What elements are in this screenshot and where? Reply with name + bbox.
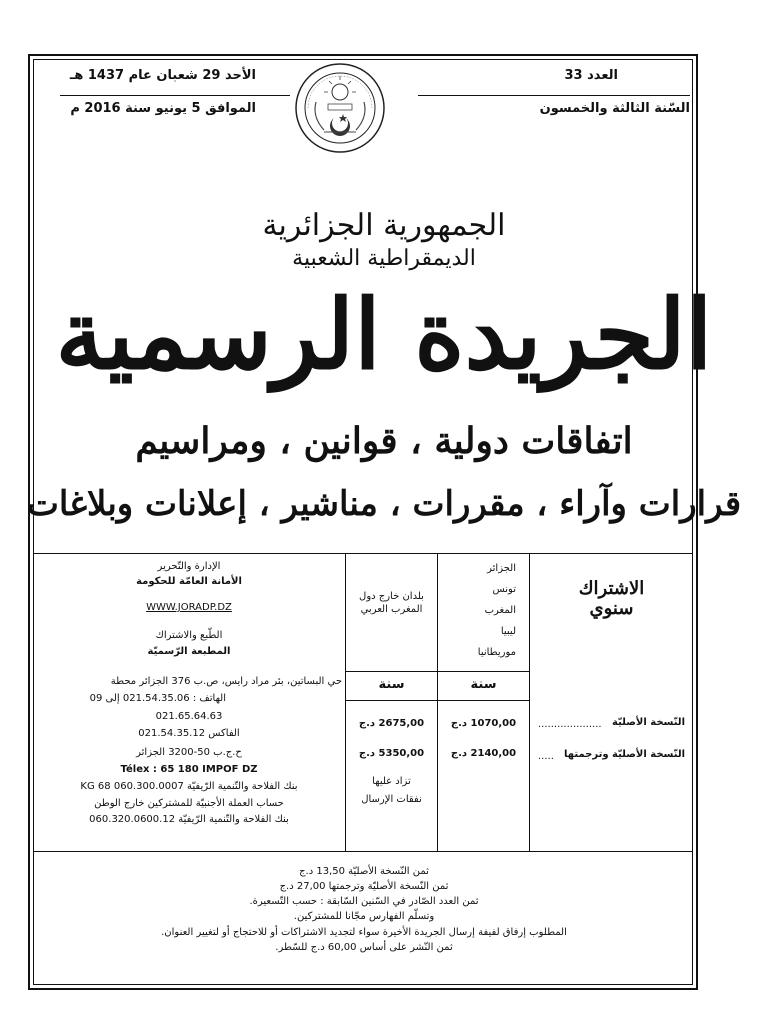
subscription-annual: سنوي	[589, 598, 634, 619]
hijri-date: الأحد 29 شعبان عام 1437 هـ	[69, 68, 256, 83]
col-year-local: سنة	[470, 677, 497, 692]
footer-line-1: ثمن النّسخة الأصليّة 13,50 د.ج	[299, 866, 429, 877]
gazette-title: الجريدة الرسمية	[55, 278, 713, 391]
subscription-heading: الاشتراك	[578, 578, 645, 599]
state-seal-emblem	[294, 62, 386, 154]
fax: الفاكس 021.54.35.12	[138, 728, 240, 739]
footer-line-3: ثمن العدد الصّادر في السّنين السّابقة : حسب التّسعيرة.	[249, 896, 479, 907]
country-libya: ليبيا	[500, 626, 516, 637]
col-year-foreign: سنة	[378, 677, 405, 692]
footer-line-4: وتسلّم الفهارس مجّانا للمشتركين.	[293, 911, 435, 922]
footer-line-2: ثمن النّسخة الأصليّة وترجمتها 27,00 د.ج	[279, 881, 449, 892]
republic-title: الجمهورية الجزائرية	[262, 208, 506, 243]
gregorian-date: الموافق 5 يونيو سنة 2016 م	[70, 101, 256, 116]
print-name: المطبعة الرّسميّة	[147, 646, 231, 657]
shipping-note-2: نفقات الإرسال	[361, 794, 422, 805]
row-divider-2	[345, 700, 529, 701]
country-tunisia: تونس	[492, 584, 516, 595]
outside-maghreb: بلدان خارج دول المغرب العربي	[359, 591, 424, 615]
header-rule-right	[418, 95, 690, 96]
phone-2: 021.65.64.63	[155, 711, 223, 722]
year-number: السّنة الثالثة والخمسون	[539, 101, 690, 116]
header-rule-left	[60, 95, 290, 96]
row1-dots: ....................	[538, 719, 602, 730]
phone: الهاتف : 021.54.35.06 إلى 09	[89, 693, 226, 704]
admin-label: الإدارة والتّحرير	[157, 561, 221, 572]
row1-label: النّسخة الأصليّة	[612, 717, 685, 728]
table-top-rule	[33, 553, 693, 554]
col-divider-2	[437, 553, 438, 851]
content-line-1: اتفاقات دولية ، قوانين ، ومراسيم	[135, 420, 633, 462]
country-mauritania: موريطانيا	[477, 647, 516, 658]
table-bottom-rule	[33, 851, 693, 852]
footer-line-6: ثمن النّشر على أساس 60,00 د.ج للسّطر.	[275, 942, 453, 953]
row2-dots: .....	[538, 751, 554, 762]
row2-label: النّسخة الأصليّة وترجمتها	[564, 749, 685, 760]
bank-account-1: بنك الفلاحة والتّنمية الرّيفيّة 060.300.0007 68 KG	[80, 781, 298, 792]
print-label: الطّبع والاشتراك	[155, 630, 223, 641]
price-row1-foreign: 2675,00 د.ج	[358, 718, 425, 729]
bank-account-2: حساب العملة الأجنبيّة للمشتركين خارج الوطن	[94, 798, 284, 809]
website-link[interactable]: WWW.JORADP.DZ	[146, 602, 232, 613]
shipping-note-1: تزاد عليها	[372, 776, 411, 787]
democratic-subtitle: الديمقراطية الشعبية	[292, 246, 476, 271]
row-divider-1	[345, 671, 529, 672]
price-row1-local: 1070,00 د.ج	[450, 718, 517, 729]
country-algeria: الجزائر	[487, 563, 516, 574]
country-morocco: المغرب	[484, 605, 516, 616]
footer-line-5: المطلوب إرفاق لفيفة إرسال الجريدة الأخيرة سواء لتجديد الاشتراكات أو للاحتجاج أو لتغيير العنوان.	[161, 927, 567, 938]
bank-account-3: بنك الفلاحة والتّنمية الرّيفيّة 060.320.0600.12	[89, 814, 289, 825]
telex: Télex : 65 180 IMPOF DZ	[120, 764, 258, 775]
ccp-account: ح.ج.ب 50-3200 الجزائر	[136, 747, 242, 758]
issue-number: العدد 33	[564, 68, 618, 83]
content-line-2: قرارات وآراء ، مقررات ، مناشير ، إعلانات وبلاغات	[26, 484, 742, 524]
admin-name: الأمانة العامّة للحكومة	[136, 576, 242, 587]
price-row2-foreign: 5350,00 د.ج	[358, 748, 425, 759]
price-row2-local: 2140,00 د.ج	[450, 748, 517, 759]
address: حي البساتين، بئر مراد رايس، ص.ب 376 الجزائر محطة	[110, 676, 342, 687]
